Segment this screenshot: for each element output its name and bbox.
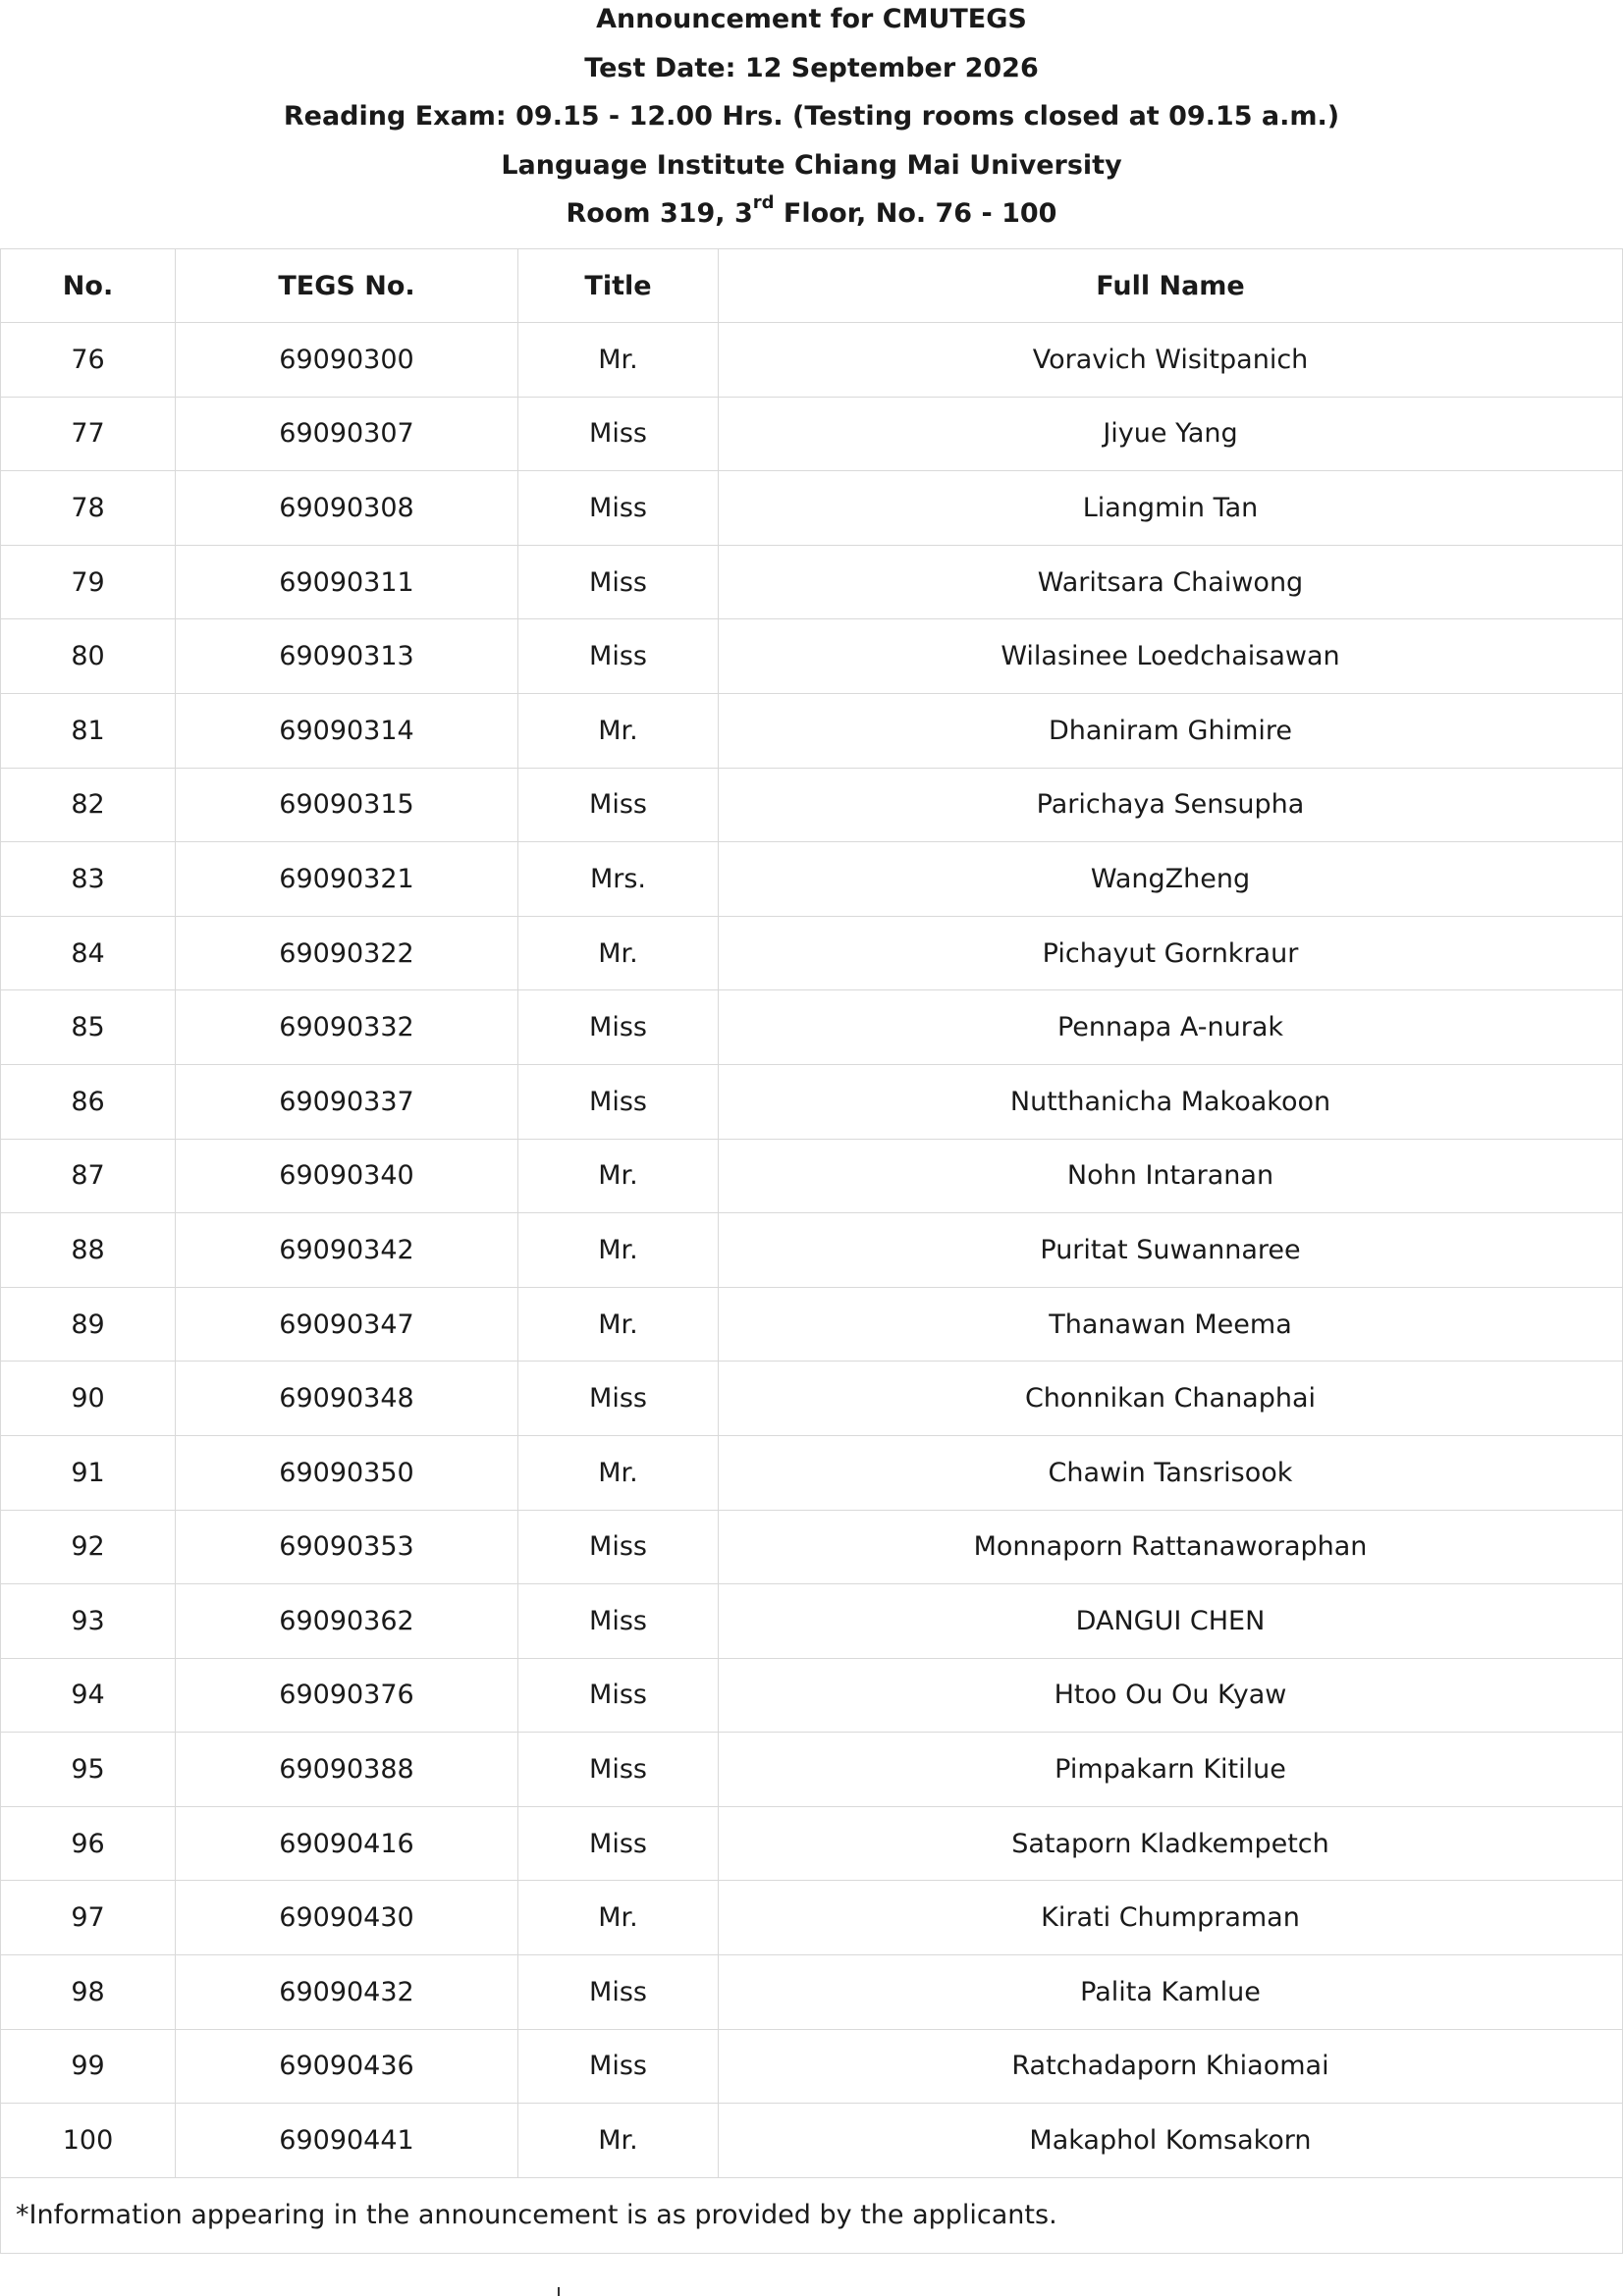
cell-no: 92	[1, 1510, 176, 1584]
cell-full-name: Nohn Intaranan	[719, 1139, 1623, 1213]
cell-title: Mr.	[518, 1881, 719, 1955]
cell-no: 93	[1, 1584, 176, 1659]
cell-full-name: Dhaniram Ghimire	[719, 693, 1623, 768]
table-row	[1, 1435, 1623, 1510]
announcement-header	[0, 0, 1623, 243]
table-row	[1, 768, 1623, 842]
cell-no: 88	[1, 1213, 176, 1288]
cell-full-name: WangZheng	[719, 842, 1623, 917]
cell-title: Mr.	[518, 2104, 719, 2178]
cell-tegs-no: 69090353	[176, 1510, 518, 1584]
table-row	[1, 471, 1623, 546]
column-header-no: No.	[1, 249, 176, 323]
cell-title: Miss	[518, 2029, 719, 2104]
cell-title: Miss	[518, 1806, 719, 1881]
cell-no: 89	[1, 1287, 176, 1362]
cell-full-name: Pichayut Gornkraur	[719, 916, 1623, 990]
cell-title: Mr.	[518, 1287, 719, 1362]
cell-no: 85	[1, 990, 176, 1065]
cell-full-name: Pennapa A-nurak	[719, 990, 1623, 1065]
footnote-row	[1, 2177, 1623, 2253]
cell-full-name: Parichaya Sensupha	[719, 768, 1623, 842]
cell-no: 82	[1, 768, 176, 842]
cell-tegs-no: 69090430	[176, 1881, 518, 1955]
cell-no: 84	[1, 916, 176, 990]
cell-full-name: Pimpakarn Kitilue	[719, 1733, 1623, 1807]
cell-tegs-no: 69090388	[176, 1733, 518, 1807]
cell-tegs-no: 69090347	[176, 1287, 518, 1362]
table-row	[1, 323, 1623, 398]
cell-tegs-no: 69090337	[176, 1064, 518, 1139]
cell-full-name: Thanawan Meema	[719, 1287, 1623, 1362]
cell-no: 77	[1, 397, 176, 471]
table-row	[1, 990, 1623, 1065]
announcement-title: Announcement for CMUTEGS	[596, 4, 1027, 34]
cell-title: Mr.	[518, 693, 719, 768]
cell-no: 94	[1, 1658, 176, 1733]
cell-no: 97	[1, 1881, 176, 1955]
cell-full-name: Chonnikan Chanaphai	[719, 1362, 1623, 1436]
cell-tegs-no: 69090313	[176, 619, 518, 694]
page-edge-mark	[558, 2287, 560, 2296]
cell-title: Miss	[518, 1584, 719, 1659]
cell-full-name: Ratchadaporn Khiaomai	[719, 2029, 1623, 2104]
room-info-prefix: Room 319, 3	[566, 198, 753, 230]
table-row	[1, 916, 1623, 990]
table-row	[1, 1510, 1623, 1584]
cell-title: Miss	[518, 1510, 719, 1584]
cell-title: Miss	[518, 1064, 719, 1139]
cell-full-name: Sataporn Kladkempetch	[719, 1806, 1623, 1881]
cell-full-name: Makaphol Komsakorn	[719, 2104, 1623, 2178]
cell-no: 90	[1, 1362, 176, 1436]
column-header-tegs-no: TEGS No.	[176, 249, 518, 323]
cell-no: 99	[1, 2029, 176, 2104]
cell-full-name: Jiyue Yang	[719, 397, 1623, 471]
cell-no: 96	[1, 1806, 176, 1881]
cell-tegs-no: 69090348	[176, 1362, 518, 1436]
table-row	[1, 545, 1623, 619]
cell-title: Mr.	[518, 323, 719, 398]
cell-title: Mrs.	[518, 842, 719, 917]
table-row	[1, 1806, 1623, 1881]
cell-tegs-no: 69090332	[176, 990, 518, 1065]
cell-no: 76	[1, 323, 176, 398]
table-row	[1, 1064, 1623, 1139]
table-row	[1, 1733, 1623, 1807]
cell-title: Miss	[518, 545, 719, 619]
cell-tegs-no: 69090432	[176, 1955, 518, 2030]
table-row	[1, 397, 1623, 471]
cell-full-name: Monnaporn Rattanaworaphan	[719, 1510, 1623, 1584]
cell-no: 80	[1, 619, 176, 694]
cell-tegs-no: 69090362	[176, 1584, 518, 1659]
table-row	[1, 1287, 1623, 1362]
table-row	[1, 1658, 1623, 1733]
institute-name: Language Institute Chiang Mai University	[501, 149, 1122, 181]
cell-no: 81	[1, 693, 176, 768]
cell-tegs-no: 69090314	[176, 693, 518, 768]
cell-tegs-no: 69090311	[176, 545, 518, 619]
cell-tegs-no: 69090321	[176, 842, 518, 917]
table-row	[1, 693, 1623, 768]
test-date: Test Date: 12 September 2026	[584, 52, 1039, 83]
cell-full-name: Waritsara Chaiwong	[719, 545, 1623, 619]
table-row	[1, 619, 1623, 694]
cell-no: 78	[1, 471, 176, 546]
table-row	[1, 2029, 1623, 2104]
cell-tegs-no: 69090315	[176, 768, 518, 842]
cell-tegs-no: 69090350	[176, 1435, 518, 1510]
table-row	[1, 842, 1623, 917]
table-row	[1, 1881, 1623, 1955]
cell-tegs-no: 69090322	[176, 916, 518, 990]
cell-title: Miss	[518, 990, 719, 1065]
cell-full-name: Puritat Suwannaree	[719, 1213, 1623, 1288]
cell-tegs-no: 69090307	[176, 397, 518, 471]
table-row	[1, 1362, 1623, 1436]
table-header-row	[1, 249, 1623, 323]
table-row	[1, 1139, 1623, 1213]
cell-full-name: Liangmin Tan	[719, 471, 1623, 546]
room-info	[0, 194, 1623, 243]
cell-no: 95	[1, 1733, 176, 1807]
cell-full-name: Wilasinee Loedchaisawan	[719, 619, 1623, 694]
cell-full-name: Voravich Wisitpanich	[719, 323, 1623, 398]
cell-title: Mr.	[518, 1213, 719, 1288]
cell-tegs-no: 69090342	[176, 1213, 518, 1288]
cell-no: 83	[1, 842, 176, 917]
cell-title: Miss	[518, 1658, 719, 1733]
cell-title: Miss	[518, 619, 719, 694]
cell-no: 86	[1, 1064, 176, 1139]
table-row	[1, 1584, 1623, 1659]
cell-no: 100	[1, 2104, 176, 2178]
table-row	[1, 1213, 1623, 1288]
table-body	[1, 323, 1623, 2178]
cell-tegs-no: 69090308	[176, 471, 518, 546]
cell-title: Miss	[518, 471, 719, 546]
cell-title: Miss	[518, 1955, 719, 2030]
cell-title: Miss	[518, 1733, 719, 1807]
exam-schedule: Reading Exam: 09.15 - 12.00 Hrs. (Testing rooms closed at 09.15 a.m.)	[283, 101, 1340, 133]
cell-full-name: Kirati Chumpraman	[719, 1881, 1623, 1955]
cell-tegs-no: 69090416	[176, 1806, 518, 1881]
cell-tegs-no: 69090340	[176, 1139, 518, 1213]
cell-full-name: Htoo Ou Ou Kyaw	[719, 1658, 1623, 1733]
cell-full-name: DANGUI CHEN	[719, 1584, 1623, 1659]
cell-tegs-no: 69090376	[176, 1658, 518, 1733]
cell-tegs-no: 69090441	[176, 2104, 518, 2178]
cell-full-name: Palita Kamlue	[719, 1955, 1623, 2030]
cell-no: 91	[1, 1435, 176, 1510]
table-row	[1, 2104, 1623, 2178]
cell-full-name: Nutthanicha Makoakoon	[719, 1064, 1623, 1139]
table-row	[1, 1955, 1623, 2030]
cell-title: Miss	[518, 397, 719, 471]
cell-no: 79	[1, 545, 176, 619]
column-header-full-name: Full Name	[719, 249, 1623, 323]
footnote: *Information appearing in the announcement is as provided by the applicants.	[1, 2177, 1623, 2253]
candidate-table	[0, 248, 1623, 2254]
ordinal-suffix: rd	[752, 192, 775, 214]
cell-title: Miss	[518, 768, 719, 842]
column-header-title: Title	[518, 249, 719, 323]
cell-no: 98	[1, 1955, 176, 2030]
cell-no: 87	[1, 1139, 176, 1213]
room-info-suffix: Floor, No. 76 - 100	[774, 198, 1057, 230]
cell-tegs-no: 69090300	[176, 323, 518, 398]
cell-title: Miss	[518, 1362, 719, 1436]
cell-full-name: Chawin Tansrisook	[719, 1435, 1623, 1510]
cell-title: Mr.	[518, 916, 719, 990]
cell-tegs-no: 69090436	[176, 2029, 518, 2104]
cell-title: Mr.	[518, 1435, 719, 1510]
cell-title: Mr.	[518, 1139, 719, 1213]
